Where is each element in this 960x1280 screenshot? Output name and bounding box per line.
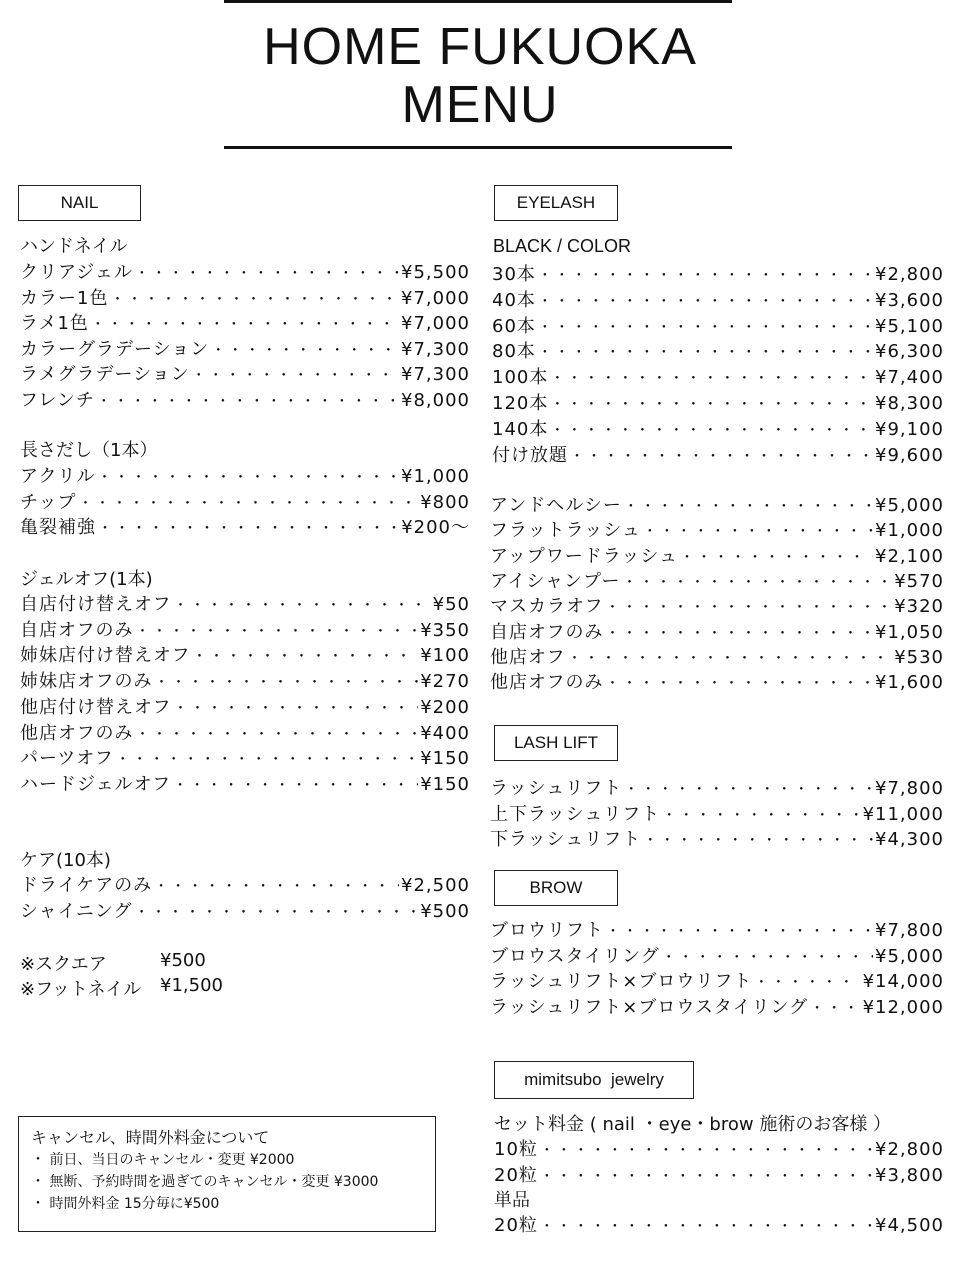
cancel-policy-line: ・ 時間外料金 15分毎に¥500 — [31, 1196, 220, 1212]
menu-item-price: ¥7,300 — [401, 364, 470, 385]
menu-item-row — [20, 309, 470, 335]
dot-leader — [550, 420, 873, 440]
note-foot-nail — [20, 975, 320, 1001]
dot-leader — [110, 289, 399, 309]
menu-item-price: ¥5,000 — [875, 945, 944, 967]
menu-item-name: 姉妹店オフのみ — [20, 671, 153, 693]
dot-leader — [154, 672, 418, 692]
cancel-policy-line: ・ 前日、当日のキャンセル・変更 ¥2000 — [31, 1152, 295, 1168]
menu-item-price: ¥2,500 — [401, 875, 470, 896]
dot-leader — [605, 597, 892, 617]
menu-item-row — [20, 335, 470, 361]
menu-item-row — [20, 616, 470, 642]
menu-item-price: ¥6,300 — [875, 341, 944, 363]
menu-item-price: ¥200 — [420, 696, 470, 718]
menu-item-row — [20, 641, 470, 667]
menu-item-row — [490, 516, 944, 542]
lash-lift-section-label: LASH LIFT — [494, 725, 618, 761]
jewelry-single-heading: 単品 — [494, 1190, 530, 1211]
dot-leader — [662, 805, 860, 825]
menu-item-row — [490, 592, 944, 618]
dot-leader — [538, 291, 873, 311]
menu-item-name: 亀裂補強 — [20, 517, 96, 538]
eyelash-section-label: EYELASH — [494, 185, 618, 221]
menu-item-price: ¥200～ — [401, 517, 470, 538]
note-foot-nail-label: ※フットネイル — [20, 979, 142, 1000]
menu-item-row — [492, 260, 944, 286]
dot-leader — [550, 394, 873, 414]
black-color-heading: BLACK / COLOR — [493, 236, 632, 256]
menu-item-price: ¥2,800 — [875, 1139, 944, 1160]
menu-item-row — [490, 491, 944, 517]
menu-item-name: ラメグラデーション — [20, 364, 190, 385]
dot-leader — [624, 496, 873, 516]
menu-item-price: ¥530 — [894, 646, 944, 668]
menu-item-name: アイシャンプー — [490, 570, 621, 592]
menu-item-price: ¥8,000 — [401, 389, 470, 411]
menu-item-name: 他店オフのみ — [490, 672, 604, 694]
menu-item-price: ¥3,600 — [875, 289, 944, 311]
nail-section-label: NAIL — [18, 185, 141, 221]
menu-item-price: ¥4,300 — [875, 829, 944, 850]
menu-item-name: アクリル — [20, 466, 96, 487]
menu-item-row — [20, 258, 470, 284]
menu-item-name: 自店オフのみ — [490, 621, 604, 643]
gel-off-heading: ジェルオフ(1本) — [20, 569, 153, 590]
extension-heading: 長さだし（1本） — [20, 440, 158, 461]
dot-leader — [91, 314, 399, 334]
menu-item-row — [490, 800, 944, 826]
cancel-policy-line: ・ 無断、予約時間を過ぎてのキャンセル・変更 ¥3000 — [31, 1174, 379, 1190]
menu-item-row — [20, 360, 470, 386]
dot-leader — [98, 518, 399, 538]
menu-item-name: ブロウスタイリング — [490, 945, 660, 967]
brow-section-label: BROW — [494, 870, 618, 906]
dot-leader — [605, 673, 873, 693]
menu-item-price: ¥100 — [420, 645, 470, 667]
menu-item-row — [20, 719, 470, 745]
menu-item-name: 付け放題 — [492, 444, 568, 466]
menu-item-row — [492, 337, 944, 363]
dot-leader — [192, 365, 399, 385]
menu-item-row — [20, 897, 470, 923]
note-foot-nail-price: ¥1,500 — [160, 975, 223, 996]
dot-leader — [538, 317, 873, 337]
menu-item-price: ¥50 — [432, 594, 470, 615]
menu-item-name: 140本 — [492, 418, 549, 440]
menu-item-name: アップワードラッシュ — [490, 545, 679, 567]
menu-item-name: ラメ1色 — [20, 313, 89, 334]
dot-leader — [606, 921, 873, 941]
menu-item-row — [492, 363, 944, 389]
menu-item-name: ブロウリフト — [490, 920, 604, 941]
dot-leader — [173, 775, 418, 795]
menu-item-row — [20, 871, 470, 897]
dot-leader — [538, 265, 873, 285]
menu-item-row — [490, 668, 944, 694]
dot-leader — [173, 595, 430, 615]
hand-nail-heading: ハンドネイル — [20, 236, 128, 257]
menu-item-price: ¥150 — [420, 773, 470, 795]
dot-leader — [116, 749, 418, 769]
menu-item-price: ¥5,000 — [875, 495, 944, 516]
menu-item-price: ¥4,500 — [875, 1215, 944, 1236]
menu-item-price: ¥1,000 — [875, 520, 944, 542]
menu-item-name: チップ — [20, 491, 77, 513]
menu-item-price: ¥12,000 — [862, 996, 944, 1018]
menu-item-row — [20, 488, 470, 514]
menu-item-name: 他店付け替えオフ — [20, 696, 172, 718]
menu-item-row — [492, 415, 944, 441]
menu-item-price: ¥150 — [420, 748, 470, 770]
menu-item-name: 自店付け替えオフ — [20, 594, 172, 615]
dot-leader — [540, 1140, 873, 1160]
menu-item-row — [20, 693, 470, 719]
dot-leader — [135, 263, 399, 283]
dot-leader — [192, 646, 418, 666]
menu-item-row — [490, 993, 944, 1019]
dot-leader — [173, 698, 418, 718]
dot-leader — [135, 621, 418, 641]
menu-item-name: カラー1色 — [20, 287, 109, 309]
menu-item-row — [490, 825, 944, 851]
menu-item-price: ¥7,300 — [401, 338, 470, 360]
menu-item-price: ¥270 — [420, 671, 470, 693]
menu-item-name: ラッシュリフト×ブロウリフト — [490, 971, 753, 992]
dot-leader — [211, 340, 399, 360]
menu-item-row — [490, 967, 944, 993]
menu-item-name: マスカラオフ — [490, 596, 604, 618]
dot-leader — [643, 830, 873, 850]
menu-item-name: ラッシュリフト×ブロウスタイリング — [490, 996, 809, 1018]
cancel-policy-title: キャンセル、時間外料金について — [31, 1128, 270, 1147]
menu-item-price: ¥7,400 — [875, 367, 944, 389]
menu-item-price: ¥5,500 — [401, 262, 470, 283]
dot-leader — [643, 521, 873, 541]
note-square-label: ※スクエア — [20, 954, 107, 975]
menu-item-row — [492, 312, 944, 338]
menu-item-name: シャイニング — [20, 900, 133, 922]
menu-item-name: 姉妹店付け替えオフ — [20, 645, 191, 667]
menu-item-price: ¥7,000 — [401, 287, 470, 309]
care-heading: ケア(10本) — [20, 850, 111, 871]
menu-item-row — [494, 1211, 944, 1237]
dot-leader — [605, 623, 873, 643]
menu-item-row — [492, 286, 944, 312]
menu-item-price: ¥9,100 — [875, 418, 944, 440]
menu-item-price: ¥1,050 — [875, 621, 944, 643]
menu-item-price: ¥400 — [420, 722, 470, 744]
menu-item-name: 20粒 — [494, 1164, 538, 1186]
menu-item-name: 100本 — [492, 367, 549, 389]
note-square — [20, 950, 320, 976]
menu-item-row — [494, 1135, 944, 1161]
menu-item-price: ¥1,000 — [401, 466, 470, 487]
menu-item-name: 10粒 — [494, 1139, 538, 1160]
dot-leader — [97, 467, 399, 487]
menu-item-name: フレンチ — [20, 389, 95, 411]
menu-item-name: ラッシュリフト — [490, 778, 623, 799]
menu-item-row — [492, 441, 944, 467]
header-top-rule — [224, 0, 732, 3]
dot-leader — [624, 779, 873, 799]
dot-leader — [78, 493, 418, 513]
menu-item-name: 40本 — [492, 289, 536, 311]
menu-item-price: ¥7,800 — [875, 920, 944, 941]
dot-leader — [680, 547, 873, 567]
menu-item-row — [490, 643, 944, 669]
menu-item-name: 80本 — [492, 341, 536, 363]
menu-item-price: ¥500 — [420, 900, 470, 922]
menu-item-price: ¥350 — [420, 619, 470, 641]
menu-item-row — [20, 667, 470, 693]
dot-leader — [135, 902, 419, 922]
menu-item-name: クリアジェル — [20, 262, 133, 283]
menu-item-name: パーツオフ — [20, 748, 114, 770]
menu-item-name: 他店オフ — [490, 646, 566, 668]
menu-item-name: 30本 — [492, 264, 536, 285]
dot-leader — [662, 947, 873, 967]
jewelry-section-label: mimitsubo jewelry — [494, 1061, 694, 1099]
dot-leader — [570, 446, 873, 466]
menu-item-row — [20, 284, 470, 310]
menu-item-name: 自店オフのみ — [20, 619, 134, 641]
menu-item-row — [490, 774, 944, 800]
page-subtitle: MENU — [401, 76, 559, 134]
menu-item-price: ¥11,000 — [862, 803, 944, 825]
menu-item-price: ¥2,100 — [875, 545, 944, 567]
menu-item-row — [20, 513, 470, 539]
menu-item-row — [490, 618, 944, 644]
note-square-price: ¥500 — [160, 950, 206, 971]
menu-item-name: フラットラッシュ — [490, 520, 641, 542]
menu-item-price: ¥9,600 — [875, 444, 944, 466]
menu-item-row — [490, 942, 944, 968]
menu-item-row — [490, 567, 944, 593]
menu-item-row — [490, 542, 944, 568]
menu-item-price: ¥320 — [894, 596, 944, 618]
dot-leader — [550, 368, 873, 388]
dot-leader — [540, 1166, 873, 1186]
menu-item-row — [492, 389, 944, 415]
dot-leader — [622, 572, 892, 592]
dot-leader — [567, 648, 892, 668]
menu-item-name: 120本 — [492, 393, 549, 414]
menu-item-price: ¥800 — [420, 491, 470, 513]
menu-item-name: 下ラッシュリフト — [490, 829, 642, 850]
menu-item-row — [20, 462, 470, 488]
menu-item-name: ハードジェルオフ — [20, 773, 172, 795]
menu-item-price: ¥7,000 — [401, 313, 470, 334]
menu-item-name: ドライケアのみ — [20, 875, 153, 896]
menu-item-name: 他店オフのみ — [20, 722, 134, 744]
menu-item-name: アンドヘルシー — [490, 495, 622, 516]
dot-leader — [154, 876, 399, 896]
dot-leader — [538, 342, 873, 362]
menu-item-row — [490, 916, 944, 942]
menu-item-price: ¥1,600 — [875, 672, 944, 694]
menu-item-name: 60本 — [492, 315, 536, 337]
menu-item-name: 上下ラッシュリフト — [490, 803, 661, 825]
jewelry-set-heading: セット料金 ( nail ・eye・brow 施術のお客様 ） — [494, 1114, 892, 1135]
menu-item-row — [20, 386, 470, 412]
menu-item-name: カラーグラデーション — [20, 338, 210, 360]
menu-item-price: ¥5,100 — [875, 315, 944, 337]
dot-leader — [135, 724, 418, 744]
page-title: HOME FUKUOKA — [263, 18, 697, 76]
dot-leader — [540, 1216, 873, 1236]
menu-item-name: 20粒 — [494, 1215, 538, 1236]
menu-item-row — [20, 744, 470, 770]
cancel-policy-box — [18, 1116, 436, 1232]
menu-item-price: ¥2,800 — [875, 264, 944, 285]
menu-item-price: ¥570 — [894, 570, 944, 592]
dot-leader — [754, 972, 860, 992]
menu-item-row — [20, 590, 470, 616]
menu-item-price: ¥14,000 — [862, 971, 944, 992]
menu-item-row — [494, 1161, 944, 1187]
header-bottom-rule — [224, 146, 732, 149]
menu-item-price: ¥8,300 — [875, 393, 944, 414]
dot-leader — [810, 998, 860, 1018]
menu-item-price: ¥3,800 — [875, 1164, 944, 1186]
menu-item-price: ¥7,800 — [875, 778, 944, 799]
dot-leader — [97, 391, 399, 411]
menu-item-row — [20, 770, 470, 796]
